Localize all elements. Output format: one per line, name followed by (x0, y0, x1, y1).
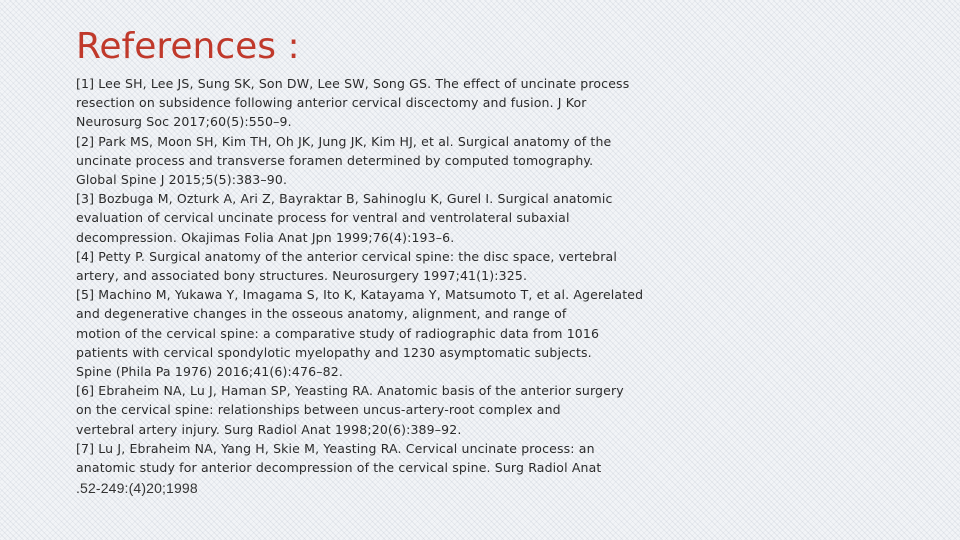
reference-line: [3] Bozbuga M, Ozturk A, Ari Z, Bayraktar B, Sahinoglu K, Gurel I. Surgical anatomic (76, 191, 613, 207)
reference-tail: .52-249:(4)20;1998 (76, 480, 198, 497)
reference-line: uncinate process and transverse foramen determined by computed tomography. (76, 152, 594, 168)
reference-line: vertebral artery injury. Surg Radiol Anat 1998;20(6):389–92. (76, 421, 462, 437)
reference-line: Spine (Phila Pa 1976) 2016;41(6):476–82. (76, 364, 343, 380)
reference-line: Global Spine J 2015;5(5):383–90. (76, 172, 288, 188)
reference-line: anatomic study for anterior decompression of the cervical spine. Surg Radiol Anat (76, 460, 602, 476)
reference-line: evaluation of cervical uncinate process for ventral and ventrolateral subaxial (76, 210, 570, 226)
slide-content (76, 24, 696, 498)
slide-title: References : (76, 26, 300, 67)
reference-line: [1] Lee SH, Lee JS, Sung SK, Son DW, Lee SW, Song GS. The effect of uncinate process (76, 76, 630, 91)
reference-line: artery, and associated bony structures. Neurosurgery 1997;41(1):325. (76, 268, 528, 284)
reference-line: decompression. Okajimas Folia Anat Jpn 1999;76(4):193–6. (76, 229, 455, 245)
references-list (76, 74, 696, 498)
reference-line: resection on subsidence following anterior cervical discectomy and fusion. J Kor (76, 95, 587, 111)
reference-line: and degenerative changes in the osseous anatomy, alignment, and range of (76, 306, 567, 322)
reference-line: on the cervical spine: relationships between uncus-artery-root complex and (76, 402, 561, 418)
reference-line: Neurosurg Soc 2017;60(5):550–9. (76, 114, 292, 130)
reference-line: patients with cervical spondylotic myelopathy and 1230 asymptomatic subjects. (76, 344, 592, 360)
reference-line: motion of the cervical spine: a comparative study of radiographic data from 1016 (76, 325, 600, 341)
reference-line: [6] Ebraheim NA, Lu J, Haman SP, Yeasting RA. Anatomic basis of the anterior surgery (76, 383, 624, 399)
reference-line: [2] Park MS, Moon SH, Kim TH, Oh JK, Jung JK, Kim HJ, et al. Surgical anatomy of the (76, 133, 612, 149)
reference-line: [7] Lu J, Ebraheim NA, Yang H, Skie M, Yeasting RA. Cervical uncinate process: an (76, 440, 595, 456)
reference-line: [4] Petty P. Surgical anatomy of the anterior cervical spine: the disc space, vertebral (76, 248, 617, 264)
reference-line: [5] Machino M, Yukawa Y, Imagama S, Ito K, Katayama Y, Matsumoto T, et al. Agerelated (76, 287, 644, 303)
